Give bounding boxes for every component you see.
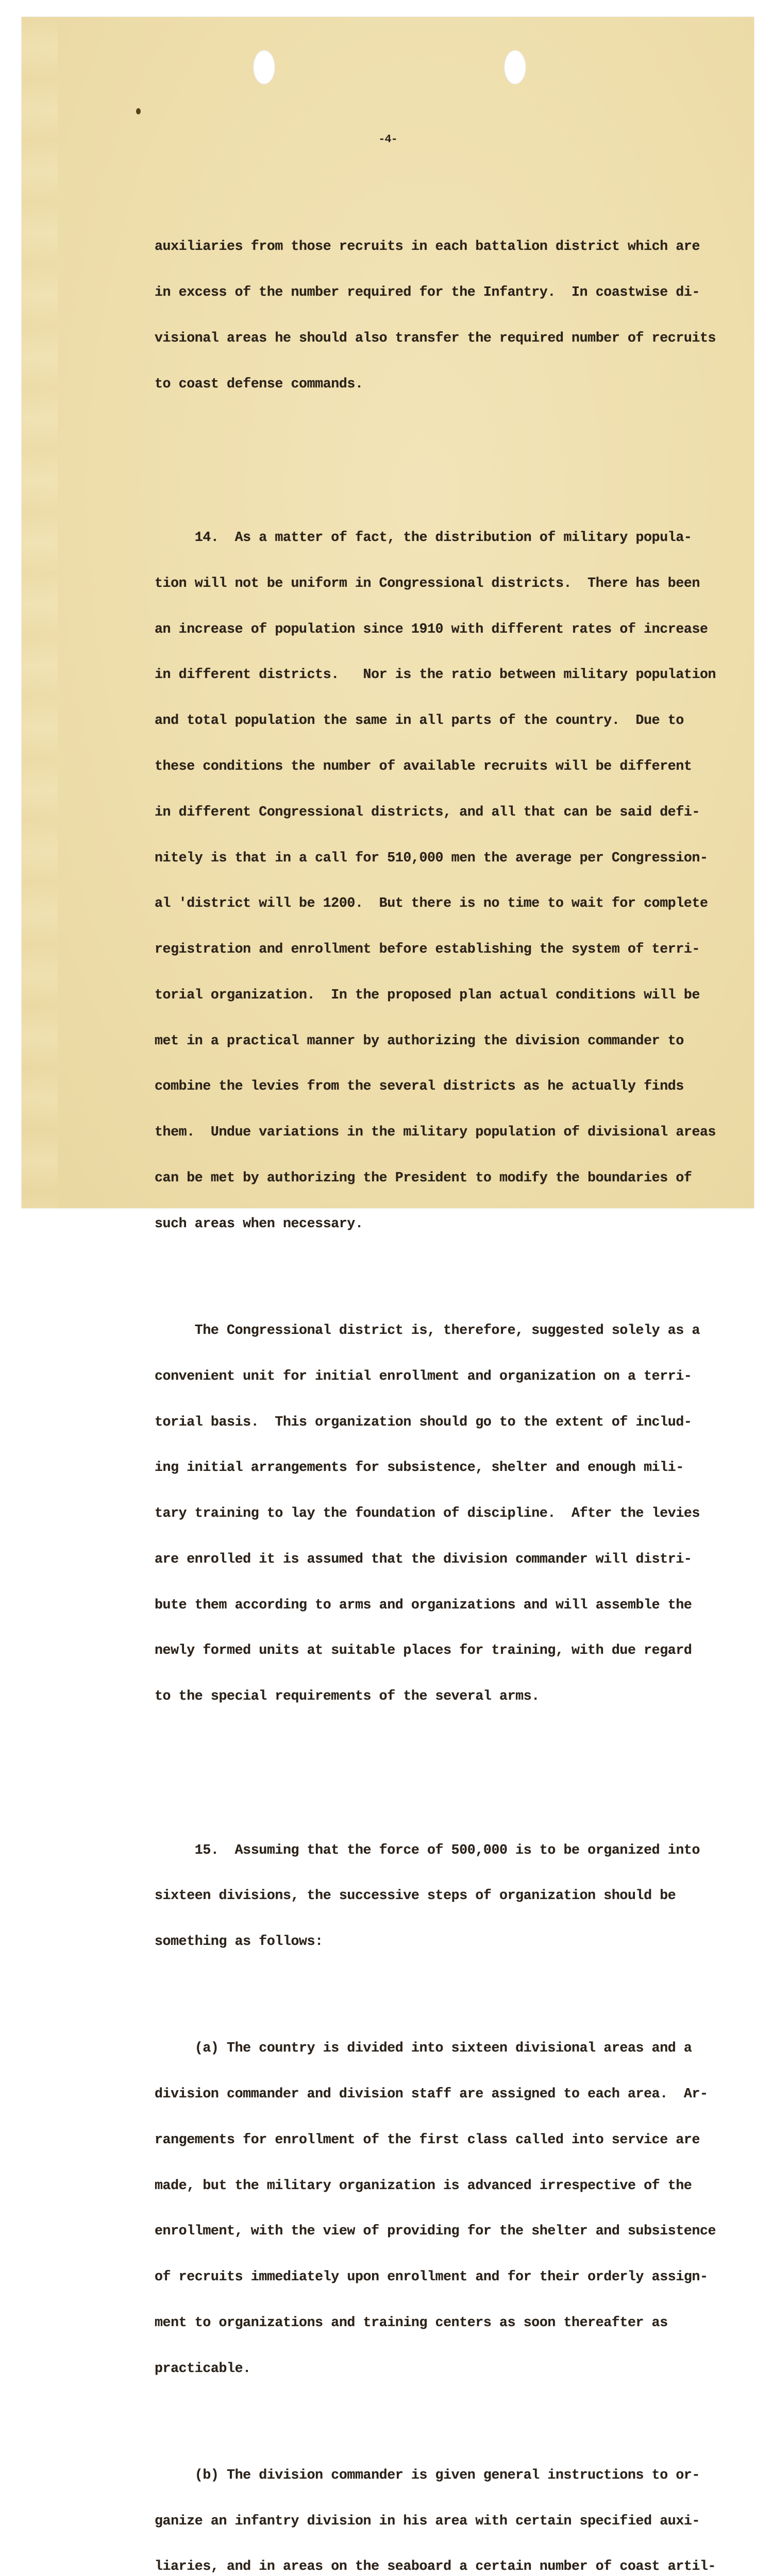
text-line: to the special requirements of the several arms. (155, 1688, 540, 1704)
text-line: can be met by authorizing the President to modify the boundaries of (155, 1170, 692, 1185)
text-line: (a) The country is divided into sixteen divisional areas and a (155, 2040, 692, 2056)
text-line: such areas when necessary. (155, 1215, 363, 1231)
text-line: tary training to lay the foundation of discipline. After the levies (155, 1505, 700, 1521)
page-number: -4- (378, 133, 397, 146)
paragraph-15a (155, 2010, 716, 2406)
text-line: ing initial arrangements for subsistence, shelter and enough mili- (155, 1460, 684, 1476)
text-line: registration and enrollment before establishing the system of terri- (155, 941, 700, 957)
text-line: rangements for enrollment of the first class called into service are (155, 2131, 700, 2147)
text-line: al 'district will be 1200. But there is no time to wait for complete (155, 895, 708, 911)
text-line: bute them according to arms and organizations and will assemble the (155, 1597, 692, 1613)
ink-spot (136, 108, 141, 114)
text-line: met in a practical manner by authorizing the division commander to (155, 1032, 684, 1048)
text-line: to coast defense commands. (155, 376, 363, 392)
text-line: are enrolled it is assumed that the division commander will distri- (155, 1551, 692, 1567)
text-line: these conditions the number of available recruits will be different (155, 758, 692, 774)
paper-watermark (22, 17, 58, 1208)
text-line: practicable. (155, 2360, 251, 2376)
typed-body (155, 178, 716, 2576)
text-line: liaries, and in areas on the seaboard a certain number of coast artil- (155, 2558, 716, 2574)
text-line: something as follows: (155, 1934, 323, 1950)
text-line: ganize an infantry division in his area with certain specified auxi- (155, 2513, 700, 2529)
text-line: enrollment, with the view of providing for the shelter and subsistence (155, 2223, 716, 2239)
text-line: The Congressional district is, therefore, suggested solely as a (155, 1322, 700, 1338)
text-line: an increase of population since 1910 with different rates of increase (155, 621, 708, 637)
text-line: auxiliaries from those recruits in each battalion district which are (155, 239, 700, 255)
text-line: (b) The division commander is given general instructions to or- (155, 2467, 700, 2483)
text-line: convenient unit for initial enrollment and organization on a terri- (155, 1368, 692, 1384)
punch-hole-left (253, 50, 275, 84)
text-line: 14. As a matter of fact, the distribution of military popula- (155, 530, 692, 546)
text-line: tion will not be uniform in Congressional districts. There has been (155, 575, 700, 591)
punch-hole-right (504, 50, 526, 84)
paragraph-gap (155, 453, 716, 469)
paragraph-15 (155, 1812, 716, 1980)
text-line: torial organization. In the proposed plan actual conditions will be (155, 987, 700, 1003)
text-line: them. Undue variations in the military population of divisional areas (155, 1124, 716, 1140)
text-line: sixteen divisions, the successive steps of organization should be (155, 1888, 676, 1904)
document-page (22, 17, 754, 2574)
text-line: in different districts. Nor is the ratio between military population (155, 667, 716, 683)
paragraph-continuation (155, 209, 716, 422)
text-line: and total population the same in all parts of the country. Due to (155, 713, 684, 728)
text-line: ment to organizations and training centers as soon thereafter as (155, 2314, 668, 2330)
text-line: in excess of the number required for the Infantry. In coastwise di- (155, 284, 700, 300)
text-line: visional areas he should also transfer the required number of recruits (155, 330, 716, 346)
paragraph-14-continued (155, 1293, 716, 1735)
text-line: newly formed units at suitable places for training, with due regard (155, 1642, 692, 1658)
paragraph-14 (155, 500, 716, 1262)
paragraph-15b (155, 2437, 716, 2576)
text-line: combine the levies from the several districts as he actually finds (155, 1078, 684, 1094)
text-line: torial basis. This organization should go to the extent of includ- (155, 1414, 692, 1430)
text-line: nitely is that in a call for 510,000 men the average per Congression- (155, 850, 708, 866)
text-line: 15. Assuming that the force of 500,000 is to be organized into (155, 1842, 700, 1858)
paragraph-gap (155, 1765, 716, 1782)
text-line: division commander and division staff are assigned to each area. Ar- (155, 2086, 708, 2102)
text-line: made, but the military organization is advanced irrespective of the (155, 2177, 692, 2193)
text-line: of recruits immediately upon enrollment and for their orderly assign- (155, 2269, 708, 2285)
text-line: in different Congressional districts, and all that can be said defi- (155, 804, 700, 820)
